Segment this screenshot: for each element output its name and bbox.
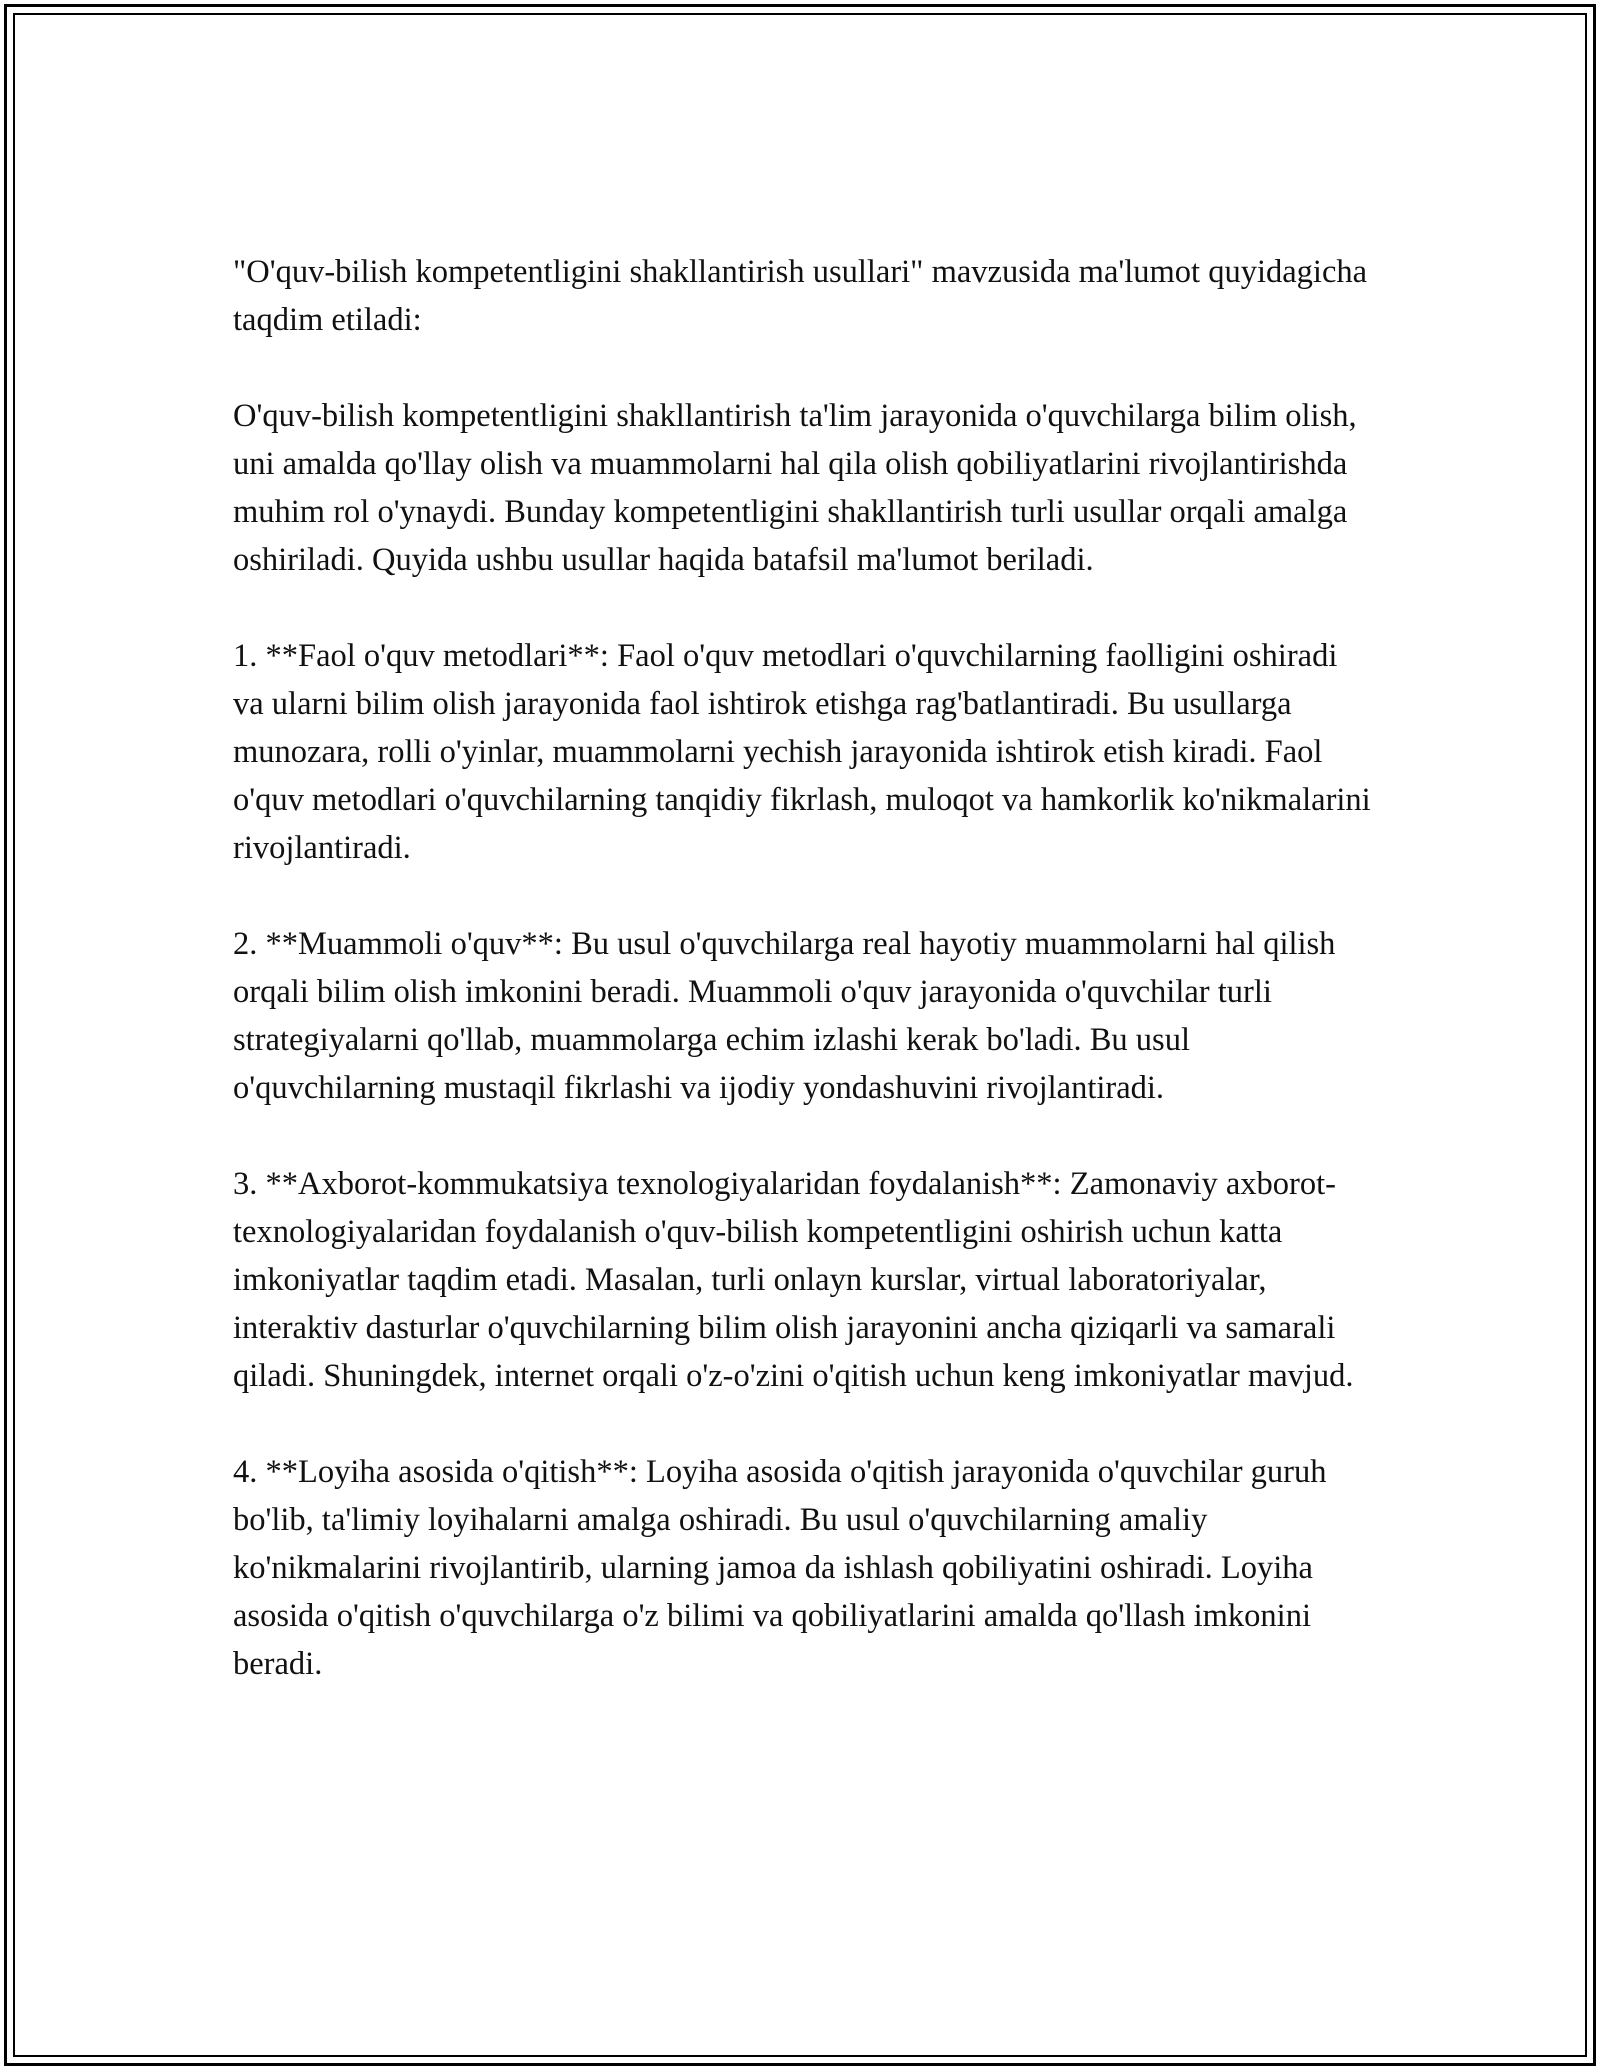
method-4-paragraph: 4. **Loyiha asosida o'qitish**: Loyiha asosida o'qitish jarayonida o'quvchilar guruh bo'lib, ta'limiy loyihalarni amalga oshiradi. Bu usul o'quvchilarning amaliy ko'nikmalarini rivojlantirib, ularning jamoa da ishlash qobiliyatini oshiradi. Loyiha asosida o'qitish o'quvchilarga o'z bilimi va qobiliyatlarini amalda qo'llash imkonini beradi. [233,1454,1327,1682]
method-2-paragraph: 2. **Muammoli o'quv**: Bu usul o'quvchilarga real hayotiy muammolarni hal qilish orqali bilim olish imkonini beradi. Muammoli o'quv jarayonida o'quvchilar turli strategiyalarni qo'llab, muammolarga echim izlashi kerak bo'ladi. Bu usul o'quvchilarning mustaqil fikrlashi va ijodiy yondashuvini rivojlantiradi. [233,926,1336,1106]
intro-paragraph: "O'quv-bilish kompetentligini shakllantirish usullari" mavzusida ma'lumot quyidagicha taqdim etiladi: [233,254,1368,338]
method-1-paragraph: 1. **Faol o'quv metodlari**: Faol o'quv metodlari o'quvchilarning faolligini oshiradi va ularni bilim olish jarayonida faol ishtirok etishga rag'batlantiradi. Bu usullarga munozara, rolli o'yinlar, muammolarni yechish jarayonida ishtirok etish kiradi. Faol o'quv metodlari o'quvchilarning tanqidiy fikrlash, muloqot va hamkorlik ko'nikmalarini rivojlantiradi. [233,638,1371,866]
overview-paragraph: O'quv-bilish kompetentligini shakllantirish ta'lim jarayonida o'quvchilarga bilim olish, uni amalda qo'llay olish va muammolarni hal qila olish qobiliyatlarini rivojlantirishda muhim rol o'ynaydi. Bunday kompetentligini shakllantirish turli usullar orqali amalga oshiriladi. Quyida ushbu usullar haqida batafsil ma'lumot beriladi. [233,398,1357,578]
document-body [233,248,1373,1688]
method-3-paragraph: 3. **Axborot-kommukatsiya texnologiyalaridan foydalanish**: Zamonaviy axborot-texnologiyalaridan foydalanish o'quv-bilish kompetentligini oshirish uchun katta imkoniyatlar taqdim etadi. Masalan, turli onlayn kurslar, virtual laboratoriyalar, interaktiv dasturlar o'quvchilarning bilim olish jarayonini ancha qiziqarli va samarali qiladi. Shuningdek, internet orqali o'z-o'zini o'qitish uchun keng imkoniyatlar mavjud. [233,1166,1354,1394]
